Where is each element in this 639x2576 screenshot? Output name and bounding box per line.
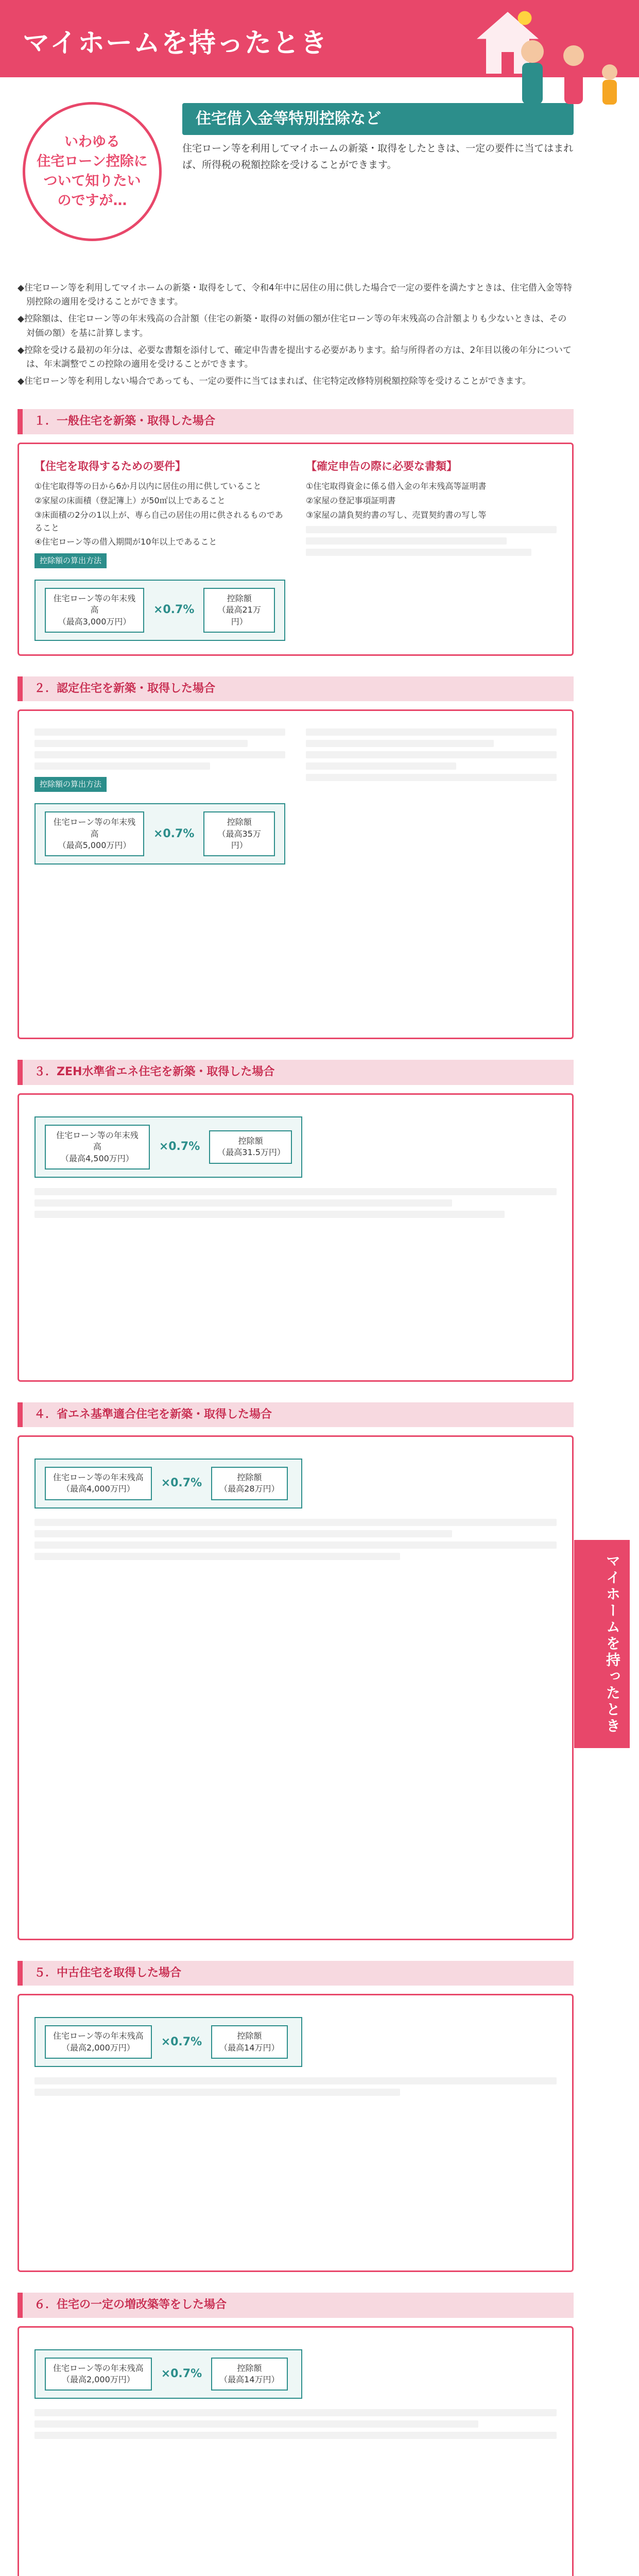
section-certified-house <box>18 709 574 1039</box>
document-item: ③家屋の請負契約書の写し、売買契約書の写し等 <box>306 510 487 520</box>
formula-rate: ×0.7% <box>161 2035 202 2048</box>
section-header: ５．中古住宅を取得した場合 <box>18 1961 574 1986</box>
formula <box>34 580 285 641</box>
note-item: ◆住宅ローン等を利用してマイホームの新築・取得をして、令和4年中に居住の用に供した場合で一定の要件を満たすときは、住宅借入金等特別控除の適用を受けることができます。 <box>18 283 572 308</box>
formula-rate: ×0.7% <box>153 603 195 617</box>
notes-block <box>18 281 574 388</box>
section-header: ２．認定住宅を新築・取得した場合 <box>18 676 574 701</box>
formula-output: 控除額 （最高14万円） <box>211 2358 287 2391</box>
question-bubble: いわゆる 住宅ローン控除に ついて知りたい のですが… <box>23 102 162 241</box>
formula-input: 住宅ローン等の年末残高 （最高4,500万円） <box>45 1125 150 1170</box>
formula-output: 控除額 （最高28万円） <box>211 1467 287 1500</box>
section-zeh-house <box>18 1093 574 1382</box>
intro-lead: 住宅ローン等を利用してマイホームの新築・取得をしたときは、一定の要件に当てはまれば、所得税の税額控除を受けることができます。 <box>182 143 574 171</box>
intro-heading: 住宅借入金等特別控除など <box>182 103 574 135</box>
formula-output: 控除額 （最高31.5万円） <box>209 1130 292 1164</box>
note-item: ◆控除額は、住宅ローン等の年末残高の合計額（住宅の新築・取得の対価の額が住宅ローン等の年末残高の合計額よりも少ないときは、その対価の額）を基に計算します。 <box>18 314 567 338</box>
requirement-item: ②家屋の床面積（登記簿上）が50㎡以上であること <box>34 496 226 506</box>
calc-tag: 控除額の算出方法 <box>34 553 107 568</box>
intro-section <box>18 98 574 283</box>
requirement-item: ④住宅ローン等の借入期間が10年以上であること <box>34 537 217 547</box>
page-title: マイホームを持ったとき <box>23 28 328 59</box>
formula-output: 控除額 （最高14万円） <box>211 2025 287 2059</box>
formula <box>34 803 285 865</box>
family-illustration-icon <box>496 21 639 118</box>
section-header: １．一般住宅を新築・取得した場合 <box>18 409 574 434</box>
formula-rate: ×0.7% <box>153 827 195 840</box>
formula-input: 住宅ローン等の年末残高 （最高2,000万円） <box>45 2358 152 2391</box>
formula-input: 住宅ローン等の年末残高 （最高5,000万円） <box>45 811 144 856</box>
formula-output: 控除額 （最高35万円） <box>203 811 275 856</box>
main-content <box>18 98 621 2576</box>
section-energy-house <box>18 1435 621 1940</box>
documents-title: 【確定申告の際に必要な書類】 <box>306 460 457 472</box>
formula-output: 控除額 （最高21万円） <box>203 588 275 633</box>
requirement-item: ③床面積の2分の1以上が、専ら自己の居住の用に供されるものであること <box>34 510 283 533</box>
formula-input: 住宅ローン等の年末残高 （最高3,000万円） <box>45 588 144 633</box>
section-header: ３．ZEH水準省エネ住宅を新築・取得した場合 <box>18 1060 574 1084</box>
formula <box>34 1116 302 1178</box>
section-general-house <box>18 443 574 656</box>
section-header: ６．住宅の一定の増改築等をした場合 <box>18 2293 574 2317</box>
requirements-title: 【住宅を取得するための要件】 <box>34 460 186 472</box>
section-renovation <box>18 2326 574 2576</box>
document-item: ①住宅取得資金に係る借入金の年末残高等証明書 <box>306 481 487 492</box>
note-item: ◆控除を受ける最初の年分は、必要な書類を添付して、確定申告書を提出する必要があります。給与所得者の方は、2年目以後の年分については、年末調整でこの控除の適用を受けることができます。 <box>18 345 572 369</box>
formula-rate: ×0.7% <box>161 2367 202 2380</box>
formula <box>34 2349 302 2399</box>
requirement-item: ①住宅取得等の日から6か月以内に居住の用に供していること <box>34 481 262 492</box>
formula-rate: ×0.7% <box>161 1477 202 1490</box>
note-item: ◆住宅ローン等を利用しない場合であっても、一定の要件に当てはまれば、住宅特定改修特別税額控除等を受けることができます。 <box>18 376 531 387</box>
calc-tag: 控除額の算出方法 <box>34 777 107 792</box>
formula <box>34 2017 302 2067</box>
side-tab: マイホームを持ったとき <box>574 1540 630 1748</box>
section-used-house <box>18 1994 574 2272</box>
formula <box>34 1459 302 1509</box>
formula-input: 住宅ローン等の年末残高 （最高2,000万円） <box>45 2025 152 2059</box>
formula-input: 住宅ローン等の年末残高 （最高4,000万円） <box>45 1467 152 1500</box>
formula-rate: ×0.7% <box>159 1140 200 1154</box>
document-item: ②家屋の登記事項証明書 <box>306 496 396 506</box>
section-header: ４．省エネ基準適合住宅を新築・取得した場合 <box>18 1402 574 1427</box>
